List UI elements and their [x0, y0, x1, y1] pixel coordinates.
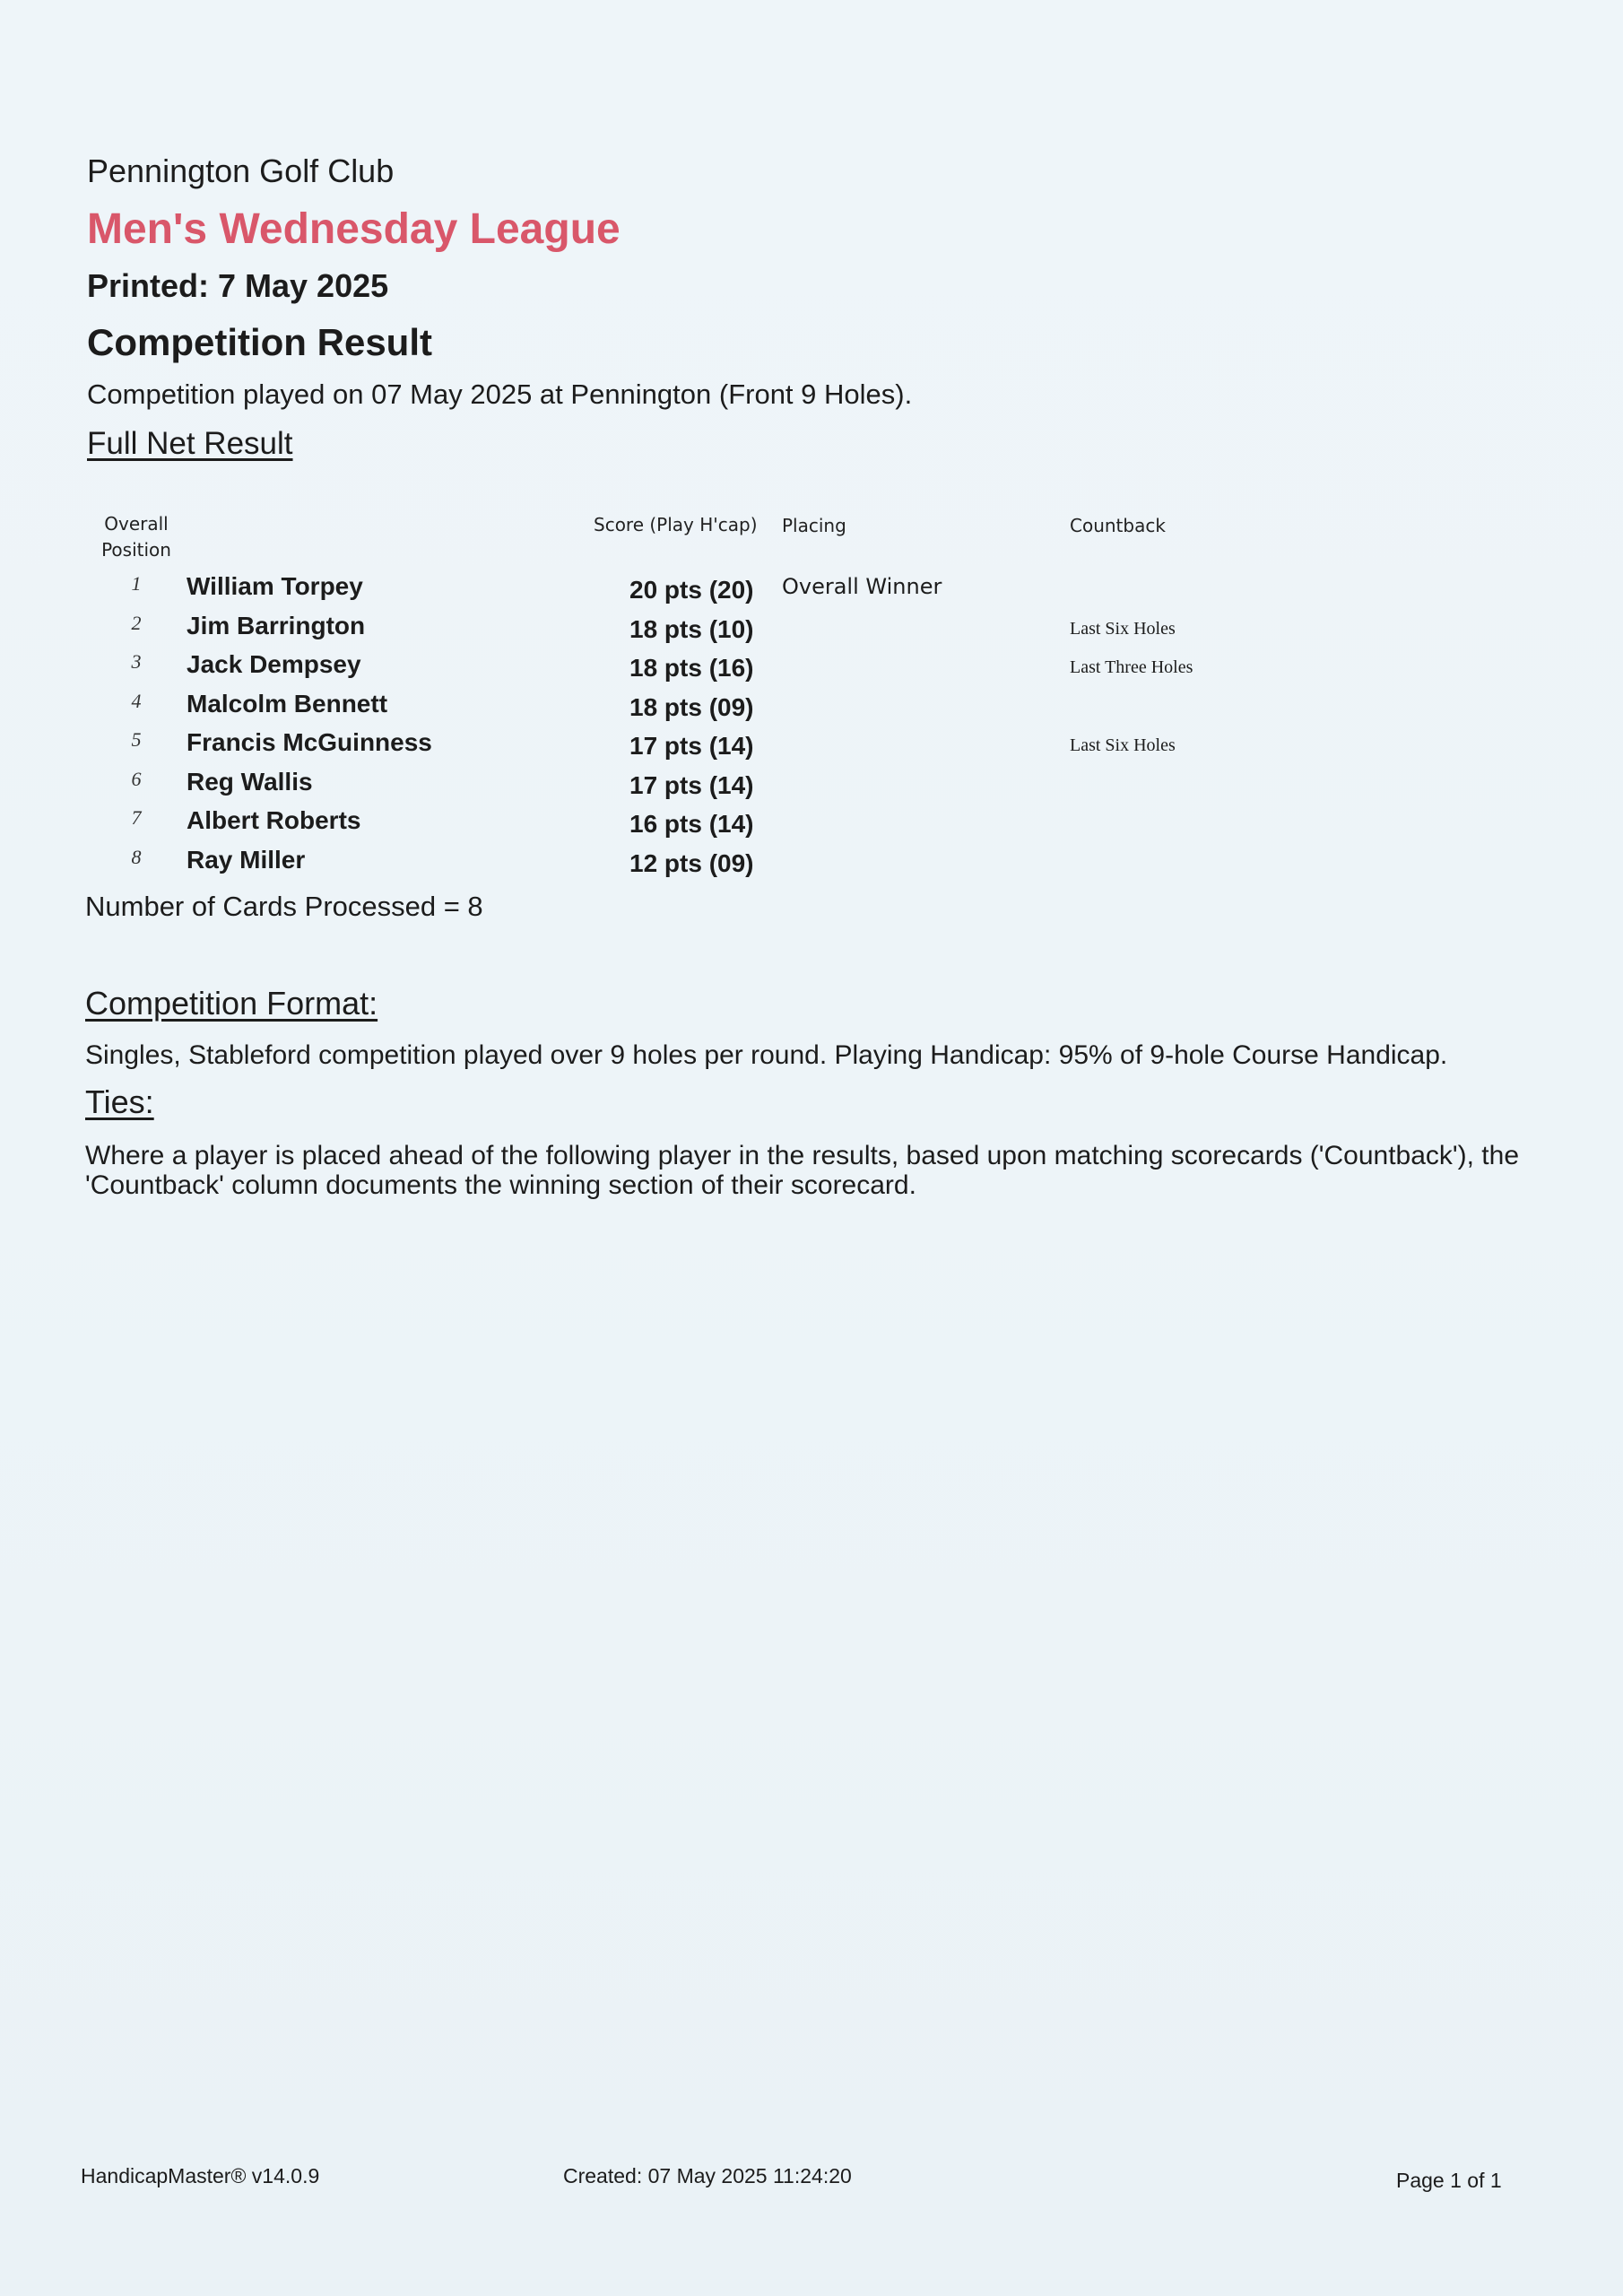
column-header-placing: Placing	[782, 515, 846, 536]
section-heading-ties: Ties:	[85, 1083, 154, 1120]
score-cell: 18 pts (10)	[629, 614, 754, 643]
competition-details: Competition played on 07 May 2025 at Pennington (Front 9 Holes).	[87, 378, 913, 410]
page-title: Competition Result	[87, 321, 432, 363]
position-cell: 6	[131, 767, 142, 790]
league-title: Men's Wednesday League	[87, 205, 621, 253]
position-cell: 5	[131, 728, 142, 751]
table-row	[0, 690, 1623, 729]
cards-processed: Number of Cards Processed = 8	[85, 891, 483, 922]
club-name: Pennington Golf Club	[87, 152, 395, 189]
table-row	[0, 612, 1623, 651]
footer-created-date: Created: 07 May 2025 11:24:20	[563, 2164, 852, 2187]
footer-page-number: Page 1 of 1	[1396, 2169, 1502, 2192]
results-table	[0, 572, 1623, 884]
footer-software-version: HandicapMaster® v14.0.9	[81, 2164, 320, 2187]
score-cell: 20 pts (20)	[629, 576, 754, 604]
player-name-cell: Francis McGuinness	[187, 728, 432, 756]
score-cell: 18 pts (16)	[629, 654, 754, 682]
countback-cell: Last Six Holes	[1070, 618, 1176, 639]
position-cell: 4	[131, 689, 142, 712]
position-cell: 3	[131, 650, 142, 673]
position-cell: 7	[131, 806, 142, 829]
player-name-cell: Reg Wallis	[187, 767, 313, 796]
player-name-cell: Jim Barrington	[187, 611, 366, 639]
ties-text: Where a player is placed ahead of the following player in the results, based upon matching scorecards ('Countback'), the 'Countback' column documents the winning section of their scorecard.	[85, 1141, 1520, 1200]
section-heading-competition-format: Competition Format:	[85, 985, 378, 1022]
position-cell: 8	[131, 845, 142, 868]
player-name-cell: William Torpey	[187, 572, 363, 600]
column-header-countback: Countback	[1070, 515, 1166, 536]
placing-cell: Overall Winner	[782, 574, 942, 599]
table-row	[0, 806, 1623, 846]
table-row	[0, 650, 1623, 690]
position-cell: 1	[131, 572, 142, 595]
player-name-cell: Jack Dempsey	[187, 650, 361, 678]
score-cell: 17 pts (14)	[629, 732, 754, 760]
column-header-position: Overall Position	[101, 513, 171, 561]
score-cell: 16 pts (14)	[629, 810, 754, 838]
table-row	[0, 728, 1623, 768]
table-row	[0, 768, 1623, 807]
column-header-score: Score (Play H'cap)	[594, 514, 758, 535]
section-heading-full-net-result: Full Net Result	[87, 426, 293, 461]
player-name-cell: Albert Roberts	[187, 806, 361, 834]
player-name-cell: Ray Miller	[187, 845, 306, 874]
printed-date: Printed: 7 May 2025	[87, 267, 389, 304]
player-name-cell: Malcolm Bennett	[187, 689, 388, 718]
score-cell: 12 pts (09)	[629, 848, 754, 877]
countback-cell: Last Three Holes	[1070, 657, 1193, 677]
table-row	[0, 572, 1623, 612]
competition-format-text: Singles, Stableford competition played over 9 holes per round. Playing Handicap: 95% of 9-hole Course Handicap.	[85, 1040, 1448, 1070]
score-cell: 18 pts (09)	[629, 692, 754, 721]
countback-cell: Last Six Holes	[1070, 735, 1176, 755]
position-cell: 2	[131, 611, 142, 634]
score-cell: 17 pts (14)	[629, 770, 754, 799]
table-row	[0, 846, 1623, 885]
